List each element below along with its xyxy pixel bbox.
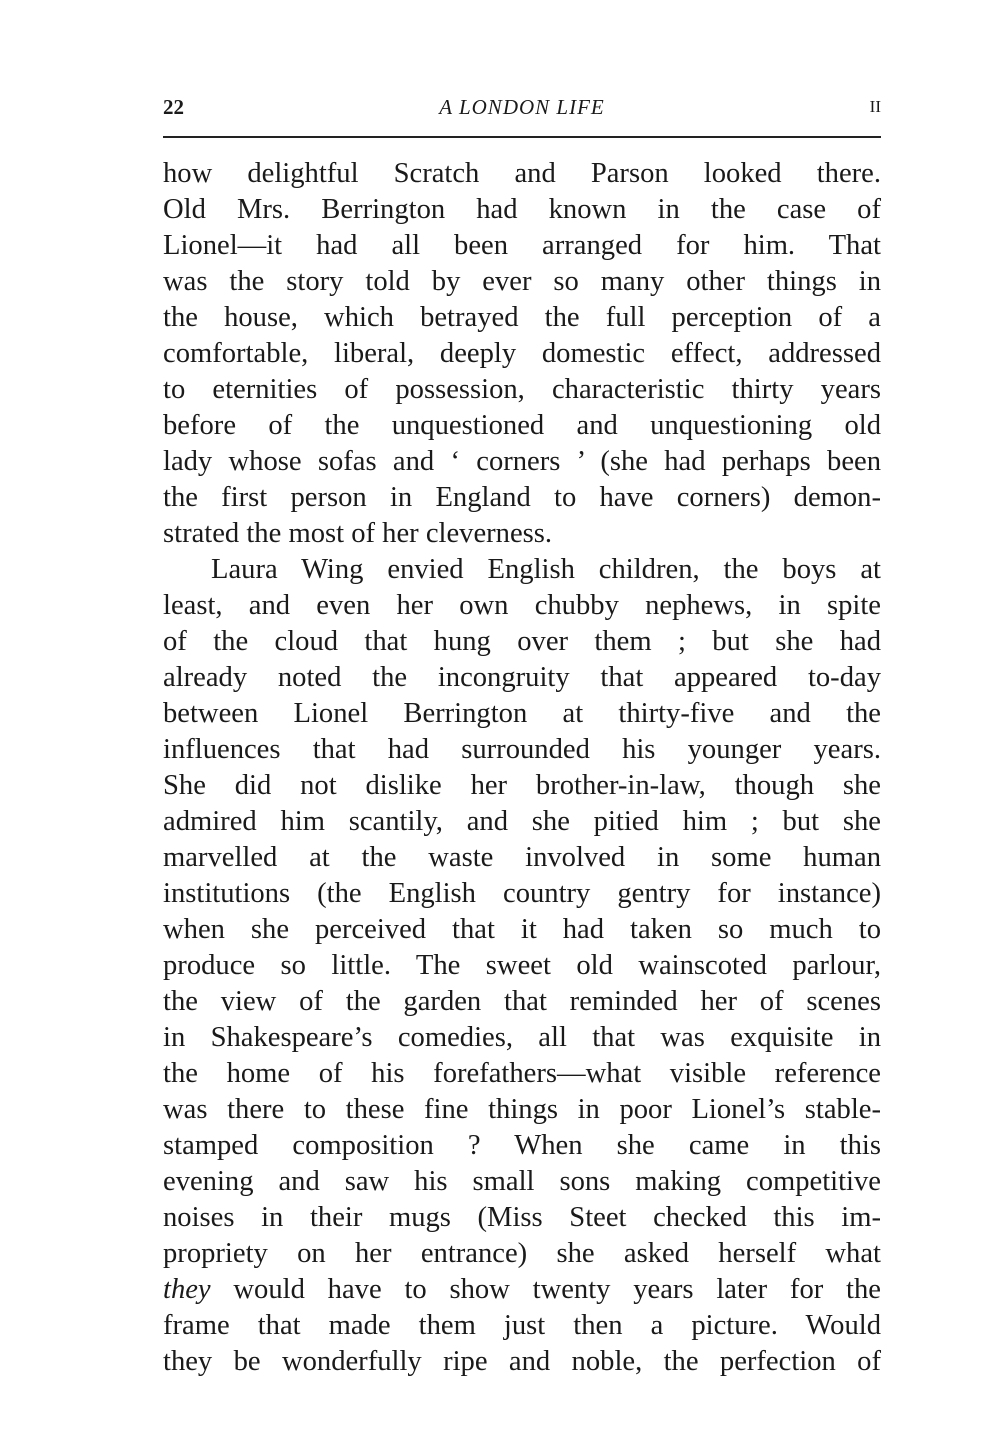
text-line: Lionel—it had all been arranged for him. That xyxy=(163,230,881,261)
text-line: marvelled at the waste involved in some human xyxy=(163,842,881,873)
text-line: before of the unquestioned and unquestioning old xyxy=(163,410,881,441)
text-line: stamped composition ? When she came in this xyxy=(163,1130,881,1161)
text-line: the view of the garden that reminded her of scenes xyxy=(163,986,881,1017)
text-line: least, and even her own chubby nephews, in spite xyxy=(163,590,881,621)
text-line: Old Mrs. Berrington had known in the case of xyxy=(163,194,881,225)
header-rule xyxy=(163,136,881,138)
text-line: of the cloud that hung over them ; but she had xyxy=(163,626,881,657)
text-line: She did not dislike her brother-in-law, though she xyxy=(163,770,881,801)
text-line: influences that had surrounded his younger years. xyxy=(163,734,881,765)
text-line: admired him scantily, and she pitied him ; but she xyxy=(163,806,881,837)
paragraph-start-line: Laura Wing envied English children, the boys at xyxy=(211,554,881,585)
text-line: propriety on her entrance) she asked herself what xyxy=(163,1238,881,1269)
text-line: comfortable, liberal, deeply domestic effect, addressed xyxy=(163,338,881,369)
text-line: the first person in England to have corners) demon- xyxy=(163,482,881,513)
text-line: in Shakespeare’s comedies, all that was exquisite in xyxy=(163,1022,881,1053)
text-line: the house, which betrayed the full perception of a xyxy=(163,302,881,333)
text-line: how delightful Scratch and Parson looked there. xyxy=(163,158,881,189)
page-number: 22 xyxy=(163,95,184,119)
text-line-with-italic xyxy=(163,1272,881,1308)
text-line: noises in their mugs (Miss Steet checked this im- xyxy=(163,1202,881,1233)
text-line: produce so little. The sweet old wainscoted parlour, xyxy=(163,950,881,981)
running-head xyxy=(163,92,881,122)
text-line: was there to these fine things in poor Lionel’s stable- xyxy=(163,1094,881,1125)
text-line: institutions (the English country gentry for instance) xyxy=(163,878,881,909)
text-line: lady whose sofas and ‘ corners ’ (she had perhaps been xyxy=(163,446,881,477)
running-title: A LONDON LIFE xyxy=(439,95,605,119)
text-line: already noted the incongruity that appeared to-day xyxy=(163,662,881,693)
text-line: frame that made them just then a picture. Would xyxy=(163,1310,881,1341)
text-line: to eternities of possession, characteristic thirty years xyxy=(163,374,881,405)
text-line: evening and saw his small sons making competitive xyxy=(163,1166,881,1197)
chapter-number: II xyxy=(869,97,881,116)
text-line: when she perceived that it had taken so much to xyxy=(163,914,881,945)
text-line: they be wonderfully ripe and noble, the perfection of xyxy=(163,1346,881,1377)
paragraph-end-line: strated the most of her cleverness. xyxy=(163,518,553,549)
body-text xyxy=(163,156,881,1380)
line-remainder: would have to show twenty years later for the xyxy=(210,1274,881,1305)
text-line: the home of his forefathers—what visible reference xyxy=(163,1058,881,1089)
text-line: was the story told by ever so many other things in xyxy=(163,266,881,297)
text-line: between Lionel Berrington at thirty-five and the xyxy=(163,698,881,729)
italic-word: they xyxy=(163,1274,211,1305)
